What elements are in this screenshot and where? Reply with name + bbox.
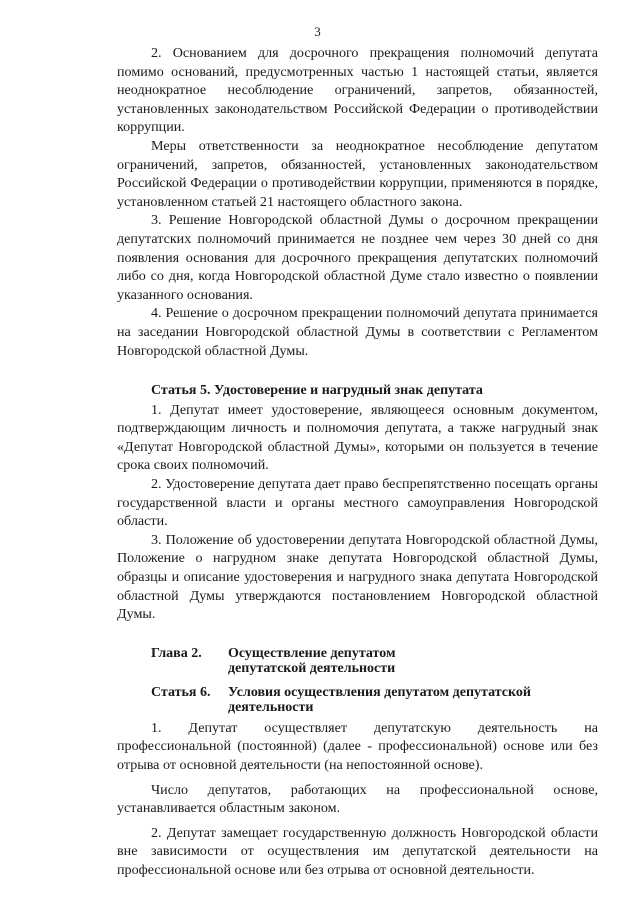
chapter-label: Глава 2.	[151, 645, 202, 661]
document-body	[117, 44, 598, 880]
article-label: Статья 6.	[151, 684, 211, 700]
article-5-heading: Статья 5. Удостоверение и нагрудный знак депутата	[151, 383, 483, 399]
chapter-2-heading	[117, 646, 598, 676]
article-title-line: Условия осуществления депутатом депутатской	[228, 684, 531, 700]
chapter-title	[228, 646, 598, 676]
article-title-line: деятельности	[228, 699, 314, 715]
paragraph: Число депутатов, работающих на профессиональной основе, устанавливается областным законом.	[117, 781, 598, 817]
page-number: 3	[314, 24, 321, 39]
paragraph: 3. Решение Новгородской областной Думы о досрочном прекращении депутатских полномочий принимается не позднее чем через 30 дней со дня появления основания для досрочного прекращения депутатских полномочий либо со дня, когда Новгородской областной Думе стало известно о появлении указанного основания.	[117, 212, 598, 303]
paragraph: 2. Основанием для досрочного прекращения полномочий депутата помимо оснований, предусмотренных частью 1 настоящей статьи, является неоднократное несоблюдение ограничений, запретов, обязанностей, установленных законодательством Российской Федерации о противодействии коррупции.	[117, 45, 598, 136]
paragraph: 1. Депутат осуществляет депутатскую деятельность на профессиональной (постоянной) (далее - профессиональной) основе или без отрыва от основной деятельности (на непостоянной основе).	[117, 719, 598, 773]
paragraph: Меры ответственности за неоднократное несоблюдение депутатом ограничений, запретов, обязанностей, установленных законодательством Российской Федерации о противодействии коррупции, применяются в порядке, установленном статьей 21 настоящего областного закона.	[117, 137, 598, 210]
paragraph: 2. Удостоверение депутата дает право беспрепятственно посещать органы государственной власти и органы местного самоуправления Новгородской области.	[117, 476, 598, 530]
chapter-title-line: депутатской деятельности	[228, 660, 396, 676]
paragraph: 2. Депутат замещает государственную должность Новгородской области вне зависимости от осуществления им депутатской деятельности на профессиональной основе или без отрыва от основной деятельности.	[117, 824, 598, 878]
article-6-heading	[117, 685, 598, 715]
paragraph: 3. Положение об удостоверении депутата Новгородской областной Думы, Положение о нагрудном знаке депутата Новгородской областной Думы, образцы и описание удостоверения и нагрудного знака депутата Новгородской областной Думы утверждаются постановлением Новгородской областной Думы.	[117, 531, 598, 623]
chapter-title-line: Осуществление депутатом	[228, 645, 396, 661]
paragraph: 4. Решение о досрочном прекращении полномочий депутата принимается на заседании Новгородской областной Думы в соответствии с Регламентом Новгородской областной Думы.	[117, 305, 598, 359]
article-title	[228, 685, 598, 715]
paragraph: 1. Депутат имеет удостоверение, являющееся основным документом, подтверждающим личность и полномочия депутата, а также нагрудный знак «Депутат Новгородской областной Думы», которыми он пользуется в течение срока своих полномочий.	[117, 401, 598, 474]
